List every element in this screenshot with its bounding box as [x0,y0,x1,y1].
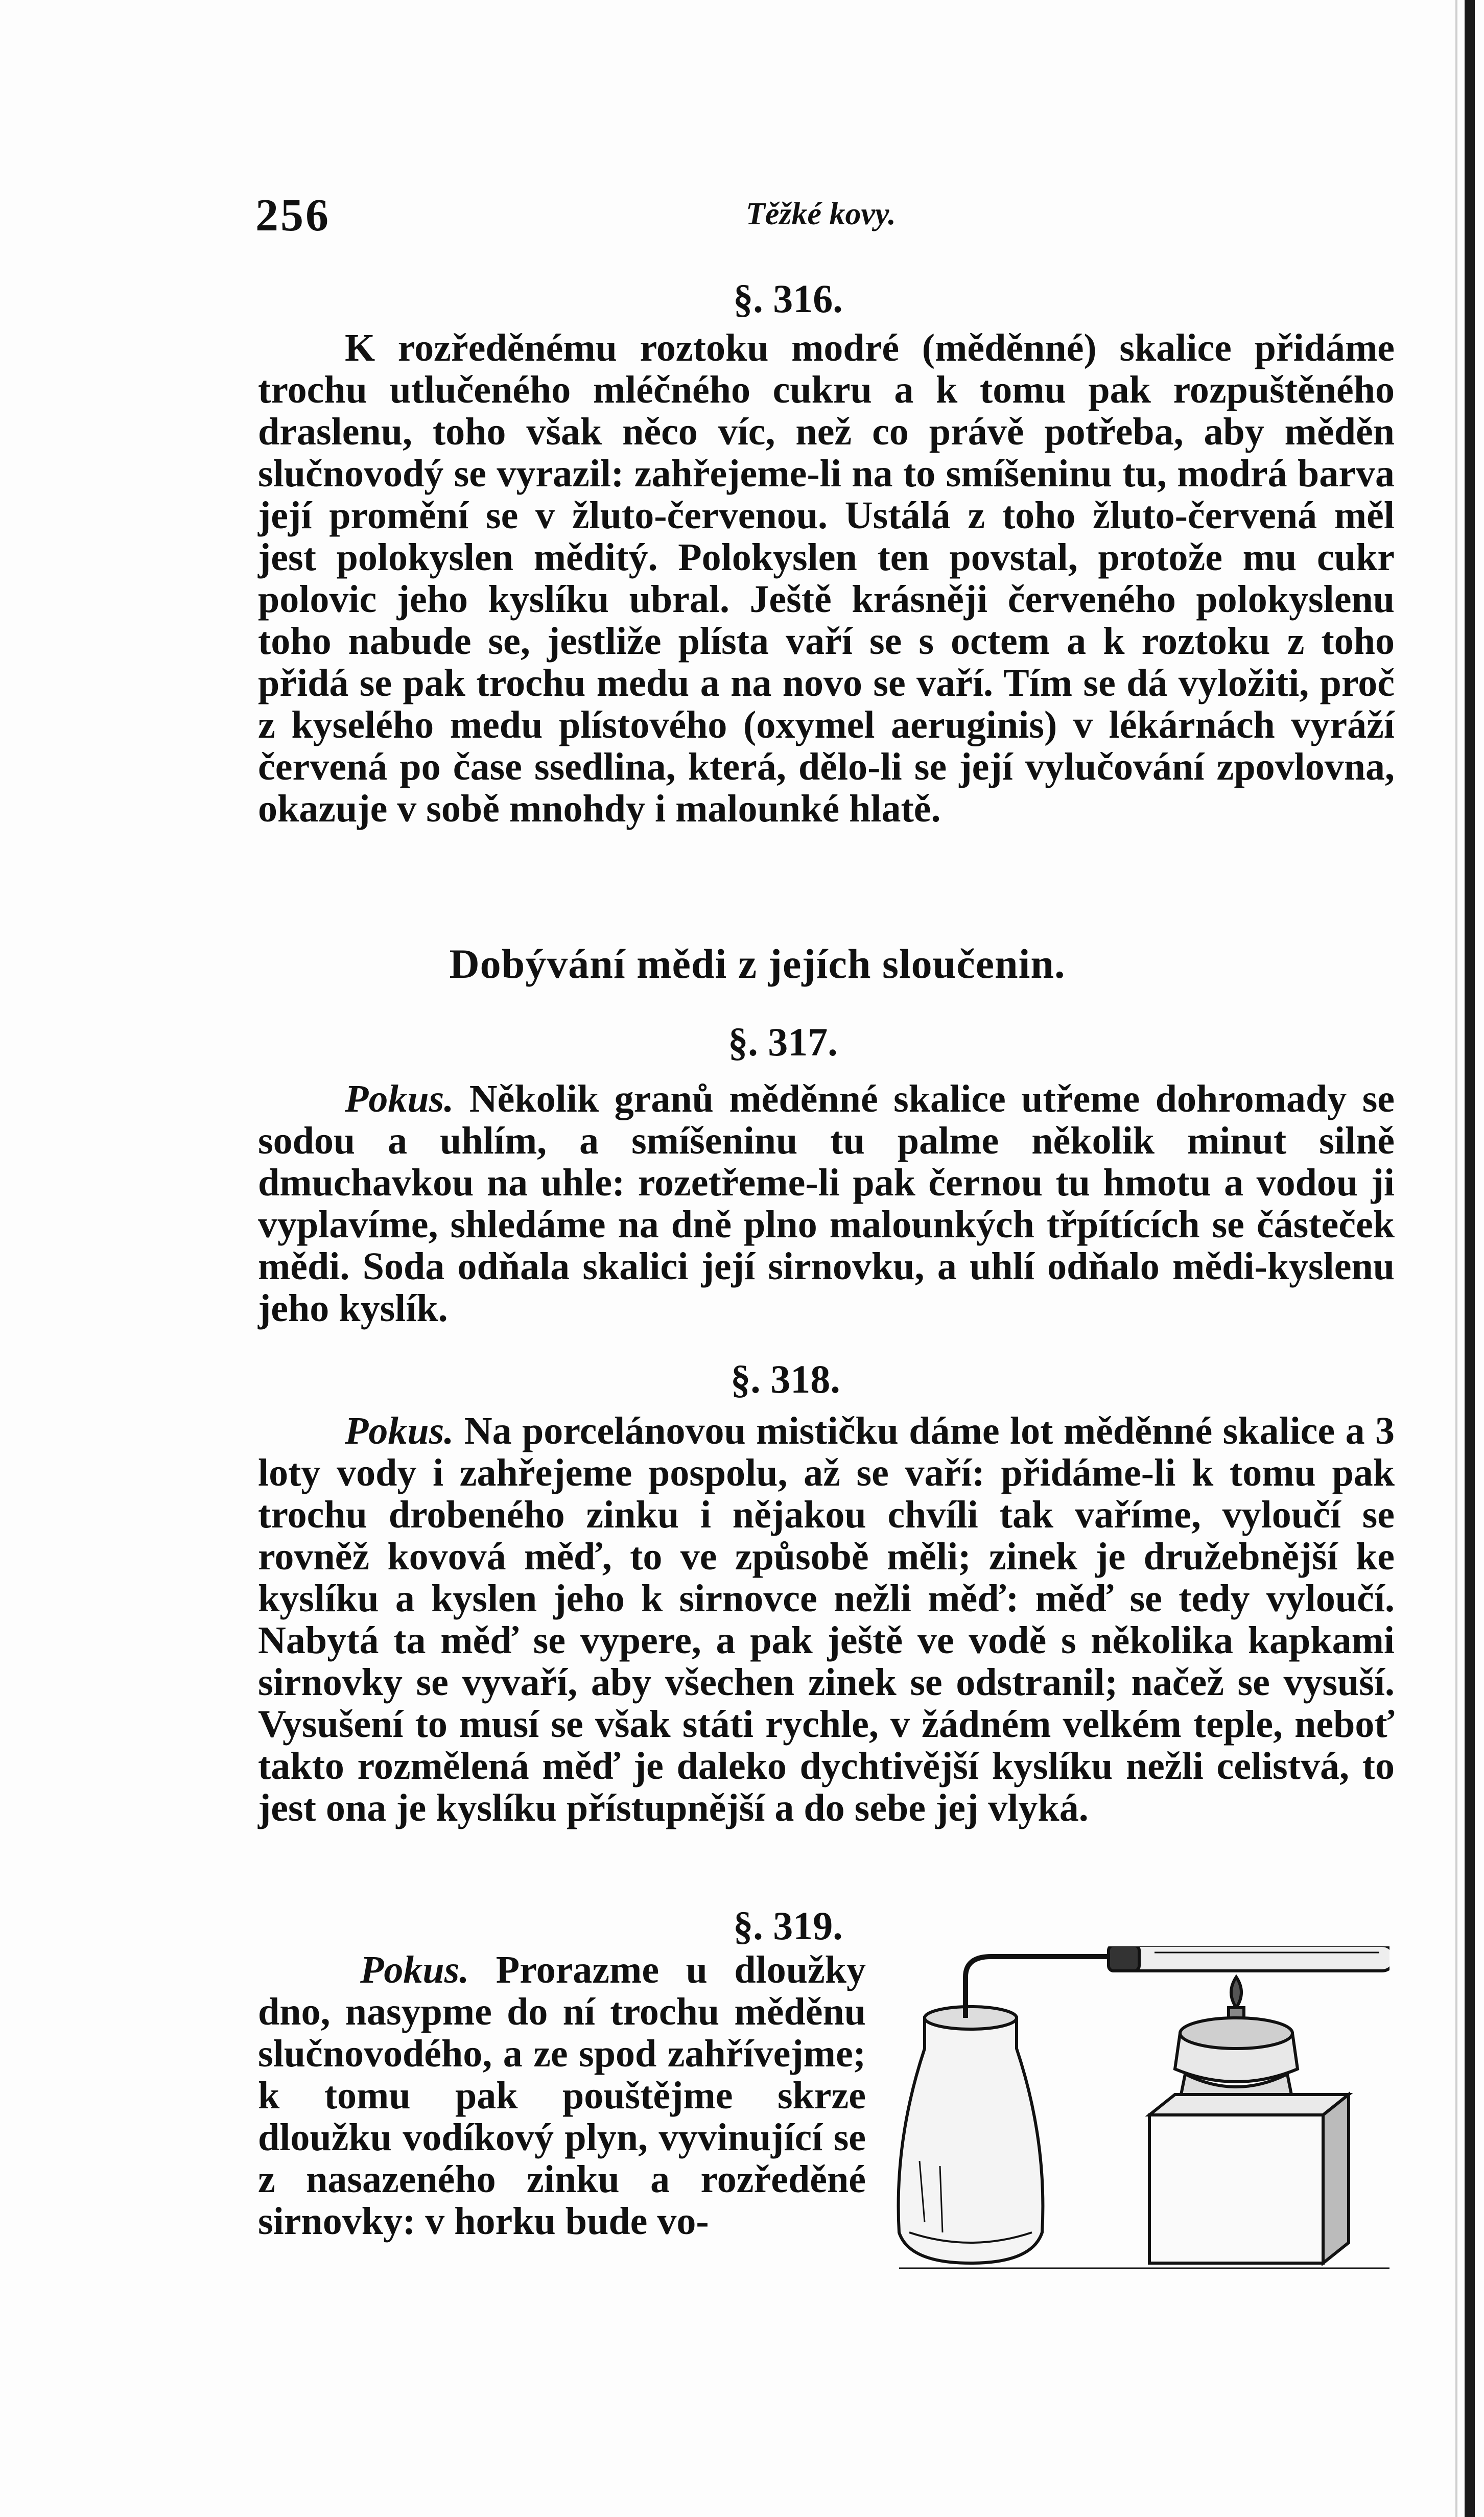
page-edge-shadow [1465,0,1475,2517]
running-head: Těžké kovy. [746,197,896,231]
section-number-317: §. 317. [728,1020,838,1064]
paragraph-319-text: Prorazme u dloužky dno, nasypme do ní trochu měděnu slučnovodého, a ze spod zahřívejme; k tomu pak pouštějme skrze dloužku vodíkový plyn, vyvinující se z nasazeného zinku a rozředěné sirnovky: v horku bude vo- [258,1948,866,2243]
flask-tube-lamp-apparatus-icon [889,1946,1389,2273]
page-header [255,189,1400,250]
pokus-label-317: Pokus. [345,1077,454,1120]
page-number: 256 [255,190,331,241]
paragraph-318 [258,1410,1395,1829]
section-number-318: §. 318. [731,1357,840,1401]
section-heading: Dobývání mědi z jejích sloučenin. [449,940,1066,987]
paragraph-318-text: Na porcelánovou mističku dáme lot měděnné skalice a 3 loty vody i zahřejeme pospolu, až se vaří: přidáme-li k tomu pak trochu drobeného zinku i nějakou chvíli tak vaříme, vyloučí se rovněž kovová měď, to ve způsobě měli; zinek je družebnější ke kyslíku a kyslen jeho k sirnovce nežli měď: měď se tedy vyloučí. Nabytá ta měď se vypere, a pak ještě ve vodě s několika kapkami sirnovky se vyvaří, aby všechen zinek se odstranil; načež se vysuší. Vysušení to musí se však státi rychle, v žádném velkém teple, neboť takto rozmělená měď je daleko dychtivější kyslíku nežli celistvá, to jest ona je kyslíku přístupnější a do sebe jej vlyká. [258,1409,1395,1829]
page-edge-gap [1455,0,1457,2517]
paragraph-317 [258,1078,1395,1329]
section-number-316: §. 316. [733,276,843,321]
paragraph-316-text: K rozředěnému roztoku modré (měděnné) skalice přidáme trochu utlučeného mléčného cukru a k tomu pak rozpuštěného draslenu, toho však něco víc, než co právě potřeba, aby měděn slučnovodý se vyrazil: zahřejeme-li na to smíšeninu tu, modrá barva její promění se v žluto-červenou. Ustálá z toho žluto-červená měl jest polokyslen měditý. Polokyslen ten povstal, protože mu cukr polovic jeho kyslíku ubral. Ještě krásněji červeného polokyslenu toho nabude se, jestliže plísta vaří se s octem a k roztoku z toho přidá se pak trochu medu a na novo se vaří. Tím se dá vyložiti, proč z kyselého medu plístového (oxymel aeruginis) v lékárnách vyráží červená po čase ssedlina, která, dělo-li se její vylučování zpovlovna, okazuje v sobě mnohdy i malounké hlatě. [258,326,1395,830]
paragraph-317-text: Několik granů měděnné skalice utřeme dohromady se sodou a uhlím, a smíšeninu tu palme několik minut silně dmuchavkou na uhle: rozetřeme-li pak černou tu hmotu a vodou ji vyplavíme, shledáme na dně plno malounkých třpítících se částeček mědi. Soda odňala skalici její sirnovku, a uhlí odňalo mědi-kyslenu jeho kyslík. [258,1077,1395,1330]
paragraph-316 [258,327,1395,830]
pokus-label-319: Pokus. [360,1948,469,1991]
section-number-319: §. 319. [733,1903,843,1948]
pokus-label-318: Pokus. [345,1409,454,1452]
paragraph-319 [258,1949,866,2242]
